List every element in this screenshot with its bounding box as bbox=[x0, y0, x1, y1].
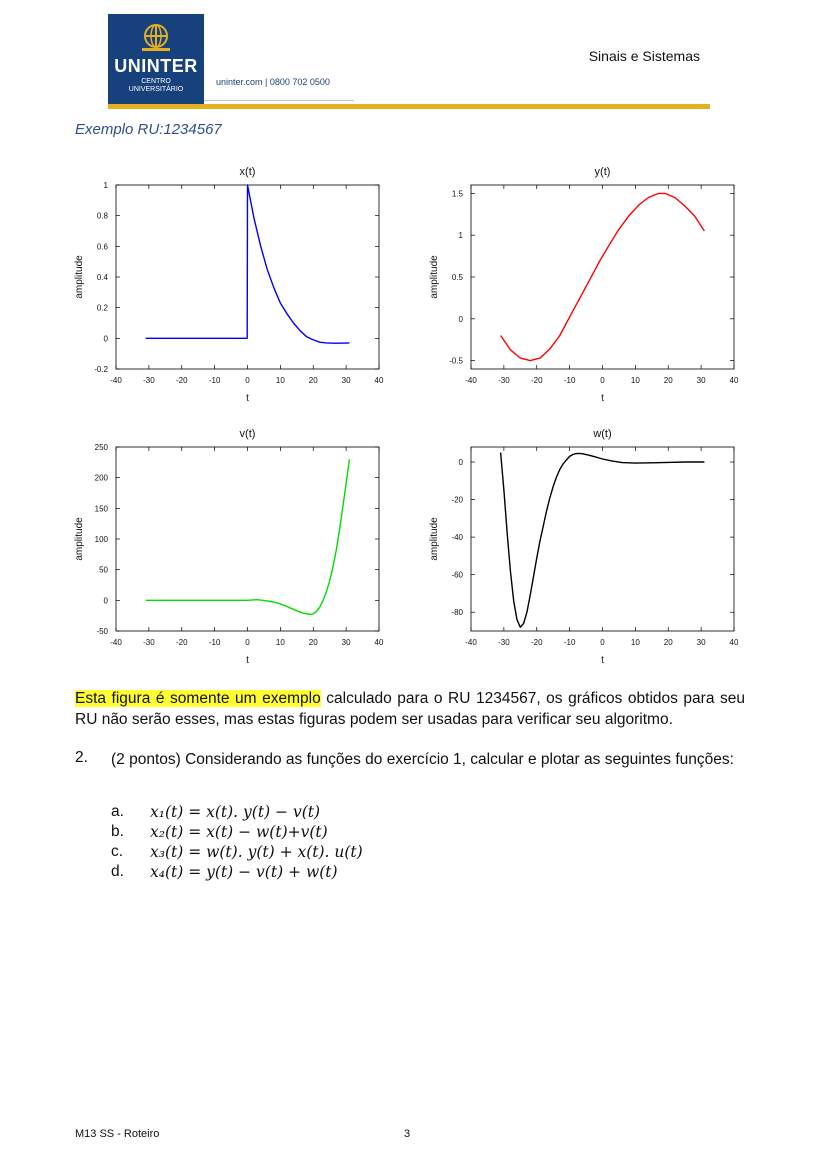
y-tick-label: 1 bbox=[103, 181, 108, 190]
document-title: Sinais e Sistemas bbox=[588, 48, 700, 64]
paragraph-rest: calculado para o RU 1234567, os gráficos obtidos para seu RU não serão esses, mas estas figuras podem ser usadas para verificar seu algoritmo. bbox=[75, 690, 745, 728]
logo-subtitle: CENTRO UNIVERSITÁRIO bbox=[128, 78, 184, 93]
example-note-paragraph bbox=[75, 688, 745, 730]
plot-frame bbox=[116, 447, 379, 631]
x-tick-label: 40 bbox=[374, 376, 384, 385]
header-accent-bar bbox=[108, 104, 710, 109]
x-tick-label: -20 bbox=[175, 376, 188, 385]
x-tick-label: -10 bbox=[563, 376, 576, 385]
x-tick-label: 40 bbox=[729, 638, 739, 647]
x-tick-label: 20 bbox=[308, 376, 318, 385]
x-axis-label: t bbox=[601, 393, 604, 404]
x-tick-label: 20 bbox=[663, 376, 673, 385]
y-tick-label: 200 bbox=[94, 473, 108, 483]
subitem-letter: a. bbox=[111, 803, 124, 820]
globe-icon bbox=[138, 22, 174, 54]
footer-document-id: M13 SS - Roteiro bbox=[75, 1128, 160, 1140]
y-tick-label: -60 bbox=[451, 570, 463, 580]
x-tick-label: 30 bbox=[341, 376, 351, 385]
x-tick-label: -40 bbox=[110, 638, 122, 647]
y-axis-label: amplitude bbox=[429, 255, 440, 299]
x-tick-label: 20 bbox=[663, 638, 673, 647]
chart-title: v(t) bbox=[239, 428, 256, 440]
y-tick-label: -0.5 bbox=[449, 356, 463, 366]
example-label: Exemplo RU:1234567 bbox=[75, 121, 222, 138]
x-tick-label: -30 bbox=[143, 638, 155, 647]
plot-w-of-t bbox=[415, 420, 755, 675]
y-tick-label: 0.2 bbox=[96, 303, 108, 313]
x-tick-label: -10 bbox=[208, 638, 221, 647]
x-tick-label: 10 bbox=[630, 376, 640, 385]
series-line bbox=[501, 193, 705, 360]
y-tick-label: 1.5 bbox=[451, 189, 463, 199]
x-tick-label: 30 bbox=[696, 376, 706, 385]
y-axis-label: amplitude bbox=[74, 517, 85, 561]
y-tick-label: -40 bbox=[451, 533, 463, 543]
x-tick-label: -40 bbox=[465, 638, 477, 647]
x-tick-label: -20 bbox=[530, 376, 543, 385]
x-tick-label: 10 bbox=[275, 638, 285, 647]
x-tick-label: -30 bbox=[498, 638, 510, 647]
y-tick-label: 0.8 bbox=[96, 211, 108, 221]
x-axis-label: t bbox=[246, 393, 249, 404]
chart-title: x(t) bbox=[239, 166, 256, 178]
item-number: 2. bbox=[75, 749, 88, 766]
plot-frame bbox=[471, 447, 734, 631]
y-tick-label: 250 bbox=[94, 443, 108, 452]
subitem-letter: b. bbox=[111, 823, 124, 840]
x-tick-label: -10 bbox=[208, 376, 221, 385]
x-axis-label: t bbox=[601, 655, 604, 666]
x-tick-label: -30 bbox=[143, 376, 155, 385]
x-tick-label: -20 bbox=[175, 638, 188, 647]
y-tick-label: 0.4 bbox=[96, 273, 108, 282]
subitem-letter: c. bbox=[111, 843, 124, 860]
x-tick-label: -30 bbox=[498, 376, 510, 385]
x-tick-label: 30 bbox=[341, 638, 351, 647]
chart-title: w(t) bbox=[593, 428, 612, 440]
x-tick-label: 10 bbox=[275, 376, 285, 385]
y-axis-label: amplitude bbox=[429, 517, 440, 561]
header-thin-rule bbox=[204, 100, 354, 101]
formula-x2: x₂(t) = x(t) − w(t)+v(t) bbox=[150, 823, 328, 841]
y-tick-label: 0 bbox=[103, 334, 108, 344]
series-line bbox=[501, 453, 705, 628]
plot-v-of-t bbox=[60, 420, 400, 675]
y-tick-label: 0 bbox=[458, 458, 463, 468]
x-tick-label: 40 bbox=[729, 376, 739, 385]
x-tick-label: 20 bbox=[308, 638, 318, 647]
formula-x1: x₁(t) = x(t). y(t) − v(t) bbox=[150, 803, 321, 821]
series-line bbox=[146, 459, 350, 614]
item-text: (2 pontos) Considerando as funções do exercício 1, calcular e plotar as seguintes funções: bbox=[111, 751, 734, 768]
y-tick-label: 150 bbox=[94, 504, 108, 514]
y-tick-label: -0.2 bbox=[94, 365, 108, 374]
x-tick-label: -40 bbox=[110, 376, 122, 385]
x-tick-label: 10 bbox=[630, 638, 640, 647]
x-tick-label: 30 bbox=[696, 638, 706, 647]
x-tick-label: 0 bbox=[600, 638, 605, 647]
x-tick-label: 0 bbox=[600, 376, 605, 385]
y-tick-label: 0 bbox=[458, 314, 463, 324]
formula-x4: x₄(t) = y(t) − v(t) + w(t) bbox=[150, 863, 338, 881]
highlighted-text: Esta figura é somente um exemplo bbox=[75, 690, 321, 707]
y-tick-label: -50 bbox=[96, 627, 108, 636]
contact-info: uninter.com | 0800 702 0500 bbox=[216, 77, 330, 87]
y-tick-label: 100 bbox=[94, 535, 108, 544]
y-tick-label: 0.6 bbox=[96, 242, 108, 252]
y-tick-label: -20 bbox=[451, 495, 463, 505]
y-tick-label: 0.5 bbox=[451, 273, 463, 282]
series-line bbox=[146, 185, 350, 343]
x-axis-label: t bbox=[246, 655, 249, 666]
x-tick-label: 0 bbox=[245, 376, 250, 385]
subitem-letter: d. bbox=[111, 863, 124, 880]
logo-name: UNINTER bbox=[114, 56, 198, 76]
plot-x-of-t bbox=[60, 158, 400, 413]
formula-x3: x₃(t) = w(t). y(t) + x(t). u(t) bbox=[150, 843, 363, 861]
y-tick-label: 0 bbox=[103, 596, 108, 606]
plot-frame bbox=[471, 185, 734, 369]
chart-title: y(t) bbox=[594, 166, 611, 178]
y-tick-label: 1 bbox=[458, 231, 463, 241]
x-tick-label: -20 bbox=[530, 638, 543, 647]
y-axis-label: amplitude bbox=[74, 255, 85, 299]
y-tick-label: -80 bbox=[451, 608, 463, 618]
x-tick-label: -40 bbox=[465, 376, 477, 385]
x-tick-label: -10 bbox=[563, 638, 576, 647]
plot-y-of-t bbox=[415, 158, 755, 413]
x-tick-label: 40 bbox=[374, 638, 384, 647]
footer-page-number: 3 bbox=[404, 1128, 411, 1140]
y-tick-label: 50 bbox=[99, 565, 108, 575]
uninter-logo bbox=[108, 14, 204, 104]
x-tick-label: 0 bbox=[245, 638, 250, 647]
